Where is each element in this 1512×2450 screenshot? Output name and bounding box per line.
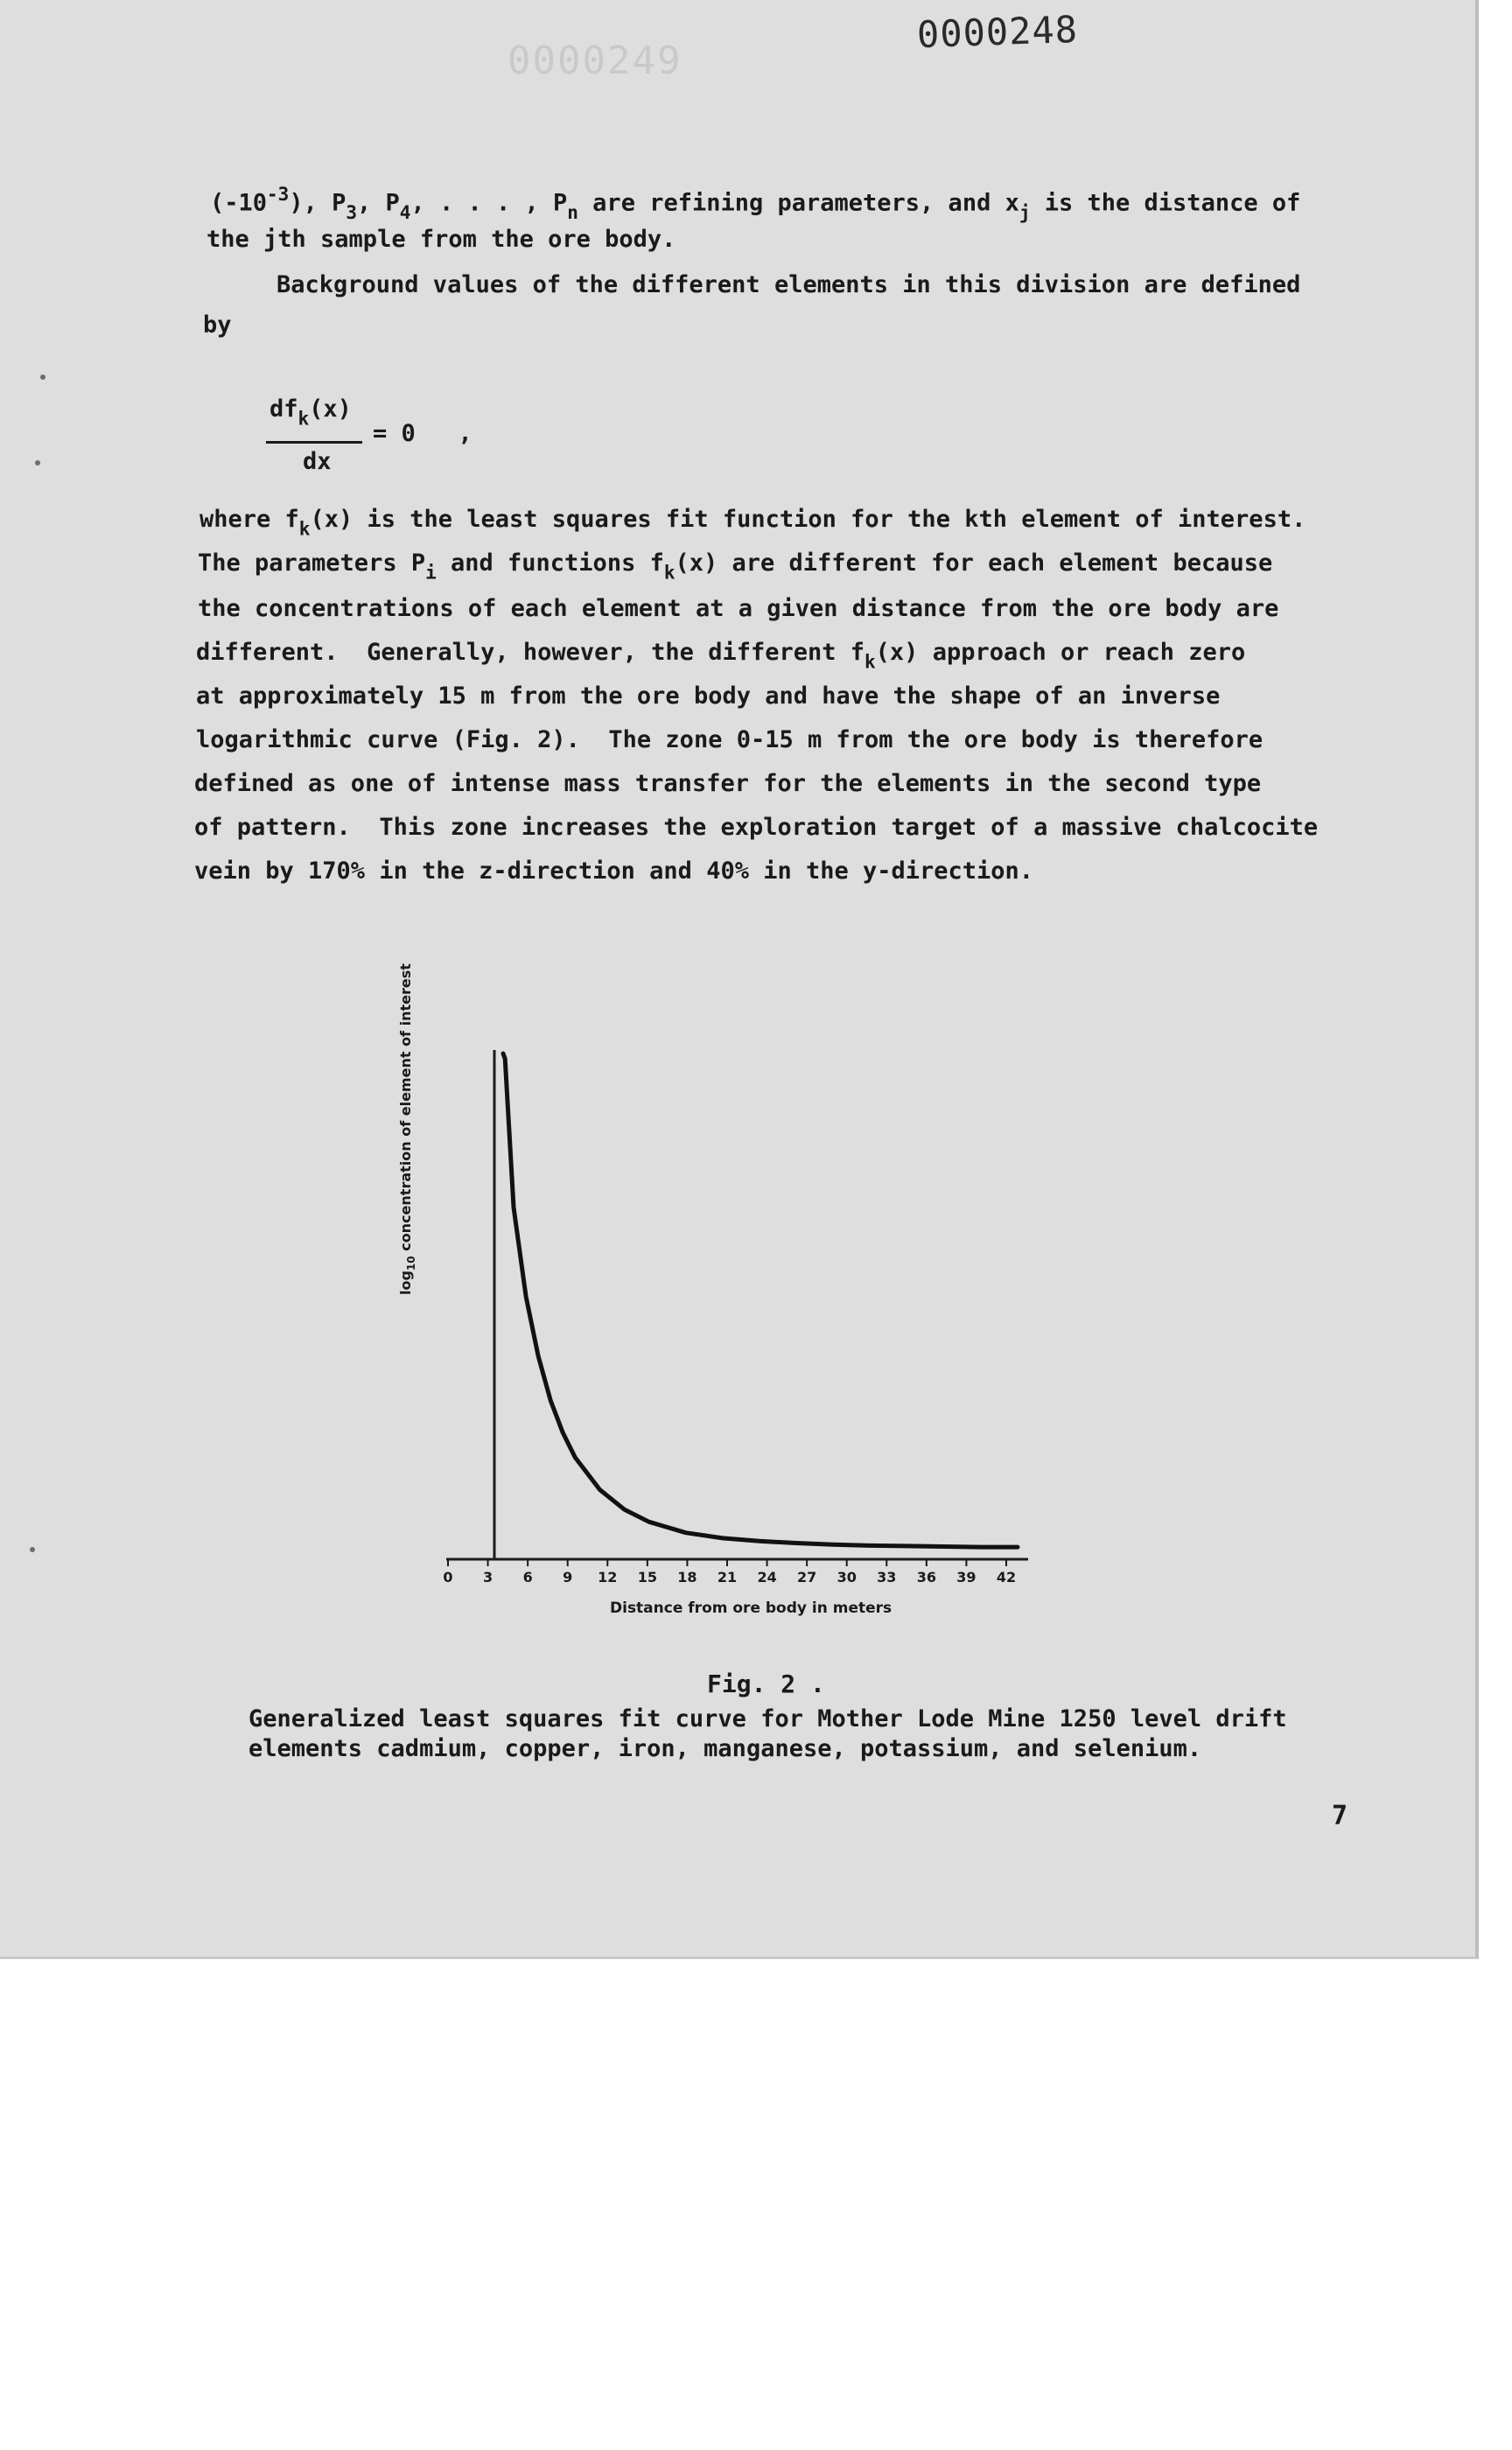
figure-caption-title: Fig. 2 .: [707, 1670, 825, 1698]
fraction-bar: [266, 441, 362, 444]
para-line-9: vein by 170% in the z-direction and 40% in the y-direction.: [194, 858, 1034, 885]
x-tick-label: 9: [563, 1569, 573, 1586]
x-tick-label: 15: [637, 1569, 657, 1586]
para-line-1: where $f_k(x)$ is the least squares fit function for the kth element of interest.: [200, 506, 1306, 540]
x-tick-label: 18: [677, 1569, 697, 1586]
line1-tail: are refining parameters, and x: [578, 189, 1019, 217]
para-line-4: different. Generally, however, the different $f_k(x)$ approach or reach zero: [196, 639, 1246, 673]
x-tick-label: 3: [483, 1569, 494, 1586]
body-line-1: $(-10^{-3})$, $P_3$, $P_4$, . . . , $P_n$ are refining parameters, and $x_j$ is the distance of: [210, 184, 1301, 223]
para-line-6: logarithmic curve (Fig. 2). The zone 0-15 m from the ore body is therefore: [196, 726, 1264, 753]
scan-speck: [40, 374, 46, 380]
x-tick-label: 27: [797, 1569, 817, 1586]
scan-speck: [35, 460, 40, 466]
x-tick-label: 24: [757, 1569, 777, 1586]
page-number: 7: [1332, 1801, 1348, 1831]
ghost-doc-number: 0000249: [508, 38, 682, 83]
figure-2-chart: [397, 963, 1076, 1645]
para-line-2: The parameters $P_i$ and functions $f_k(x)$ are different for each element because: [198, 550, 1273, 584]
body-line-2: the jth sample from the ore body.: [206, 226, 676, 253]
para-line-7: defined as one of intense mass transfer for the elements in the second type: [194, 770, 1262, 797]
body-line-3: Background values of the different elements in this division are defined: [276, 271, 1301, 298]
x-tick-label: 33: [877, 1569, 897, 1586]
para-line-8: of pattern. This zone increases the exploration target of a massive chalcocite: [194, 814, 1319, 841]
line1-end: is the distance of: [1030, 189, 1301, 217]
x-tick-label: 12: [598, 1569, 618, 1586]
x-tick-label: 6: [522, 1569, 533, 1586]
x-tick-label: 21: [717, 1569, 738, 1586]
x-tick-label: 30: [836, 1569, 857, 1586]
x-tick-label: 42: [996, 1569, 1017, 1586]
equation-numerator: $df_k(x)$: [270, 396, 352, 430]
para-line-5: at approximately 15 m from the ore body and have the shape of an inverse: [196, 682, 1221, 710]
x-tick-label: 39: [956, 1569, 976, 1586]
body-line-4: by: [203, 312, 232, 339]
chart-svg: [411, 1032, 1076, 1645]
y-axis-label: $\log_{10}$ concentration of element of interest: [397, 963, 417, 1295]
fit-curve-line: [503, 1054, 1018, 1547]
scan-speck: [30, 1547, 35, 1552]
x-tick-label: 0: [443, 1569, 453, 1586]
equation-denominator: dx: [303, 448, 332, 475]
para-line-3: the concentrations of each element at a given distance from the ore body are: [198, 595, 1279, 622]
figure-caption-body: Generalized least squares fit curve for Mother Lode Mine 1250 level drift elements cadmium, copper, iron, manganese, potassium, and selenium.: [248, 1705, 1287, 1762]
document-number: 0000248: [916, 7, 1079, 57]
x-tick-label: 36: [916, 1569, 936, 1586]
x-axis-label: Distance from ore body in meters: [610, 1600, 892, 1617]
equation-rhs: = 0 ,: [373, 420, 472, 447]
